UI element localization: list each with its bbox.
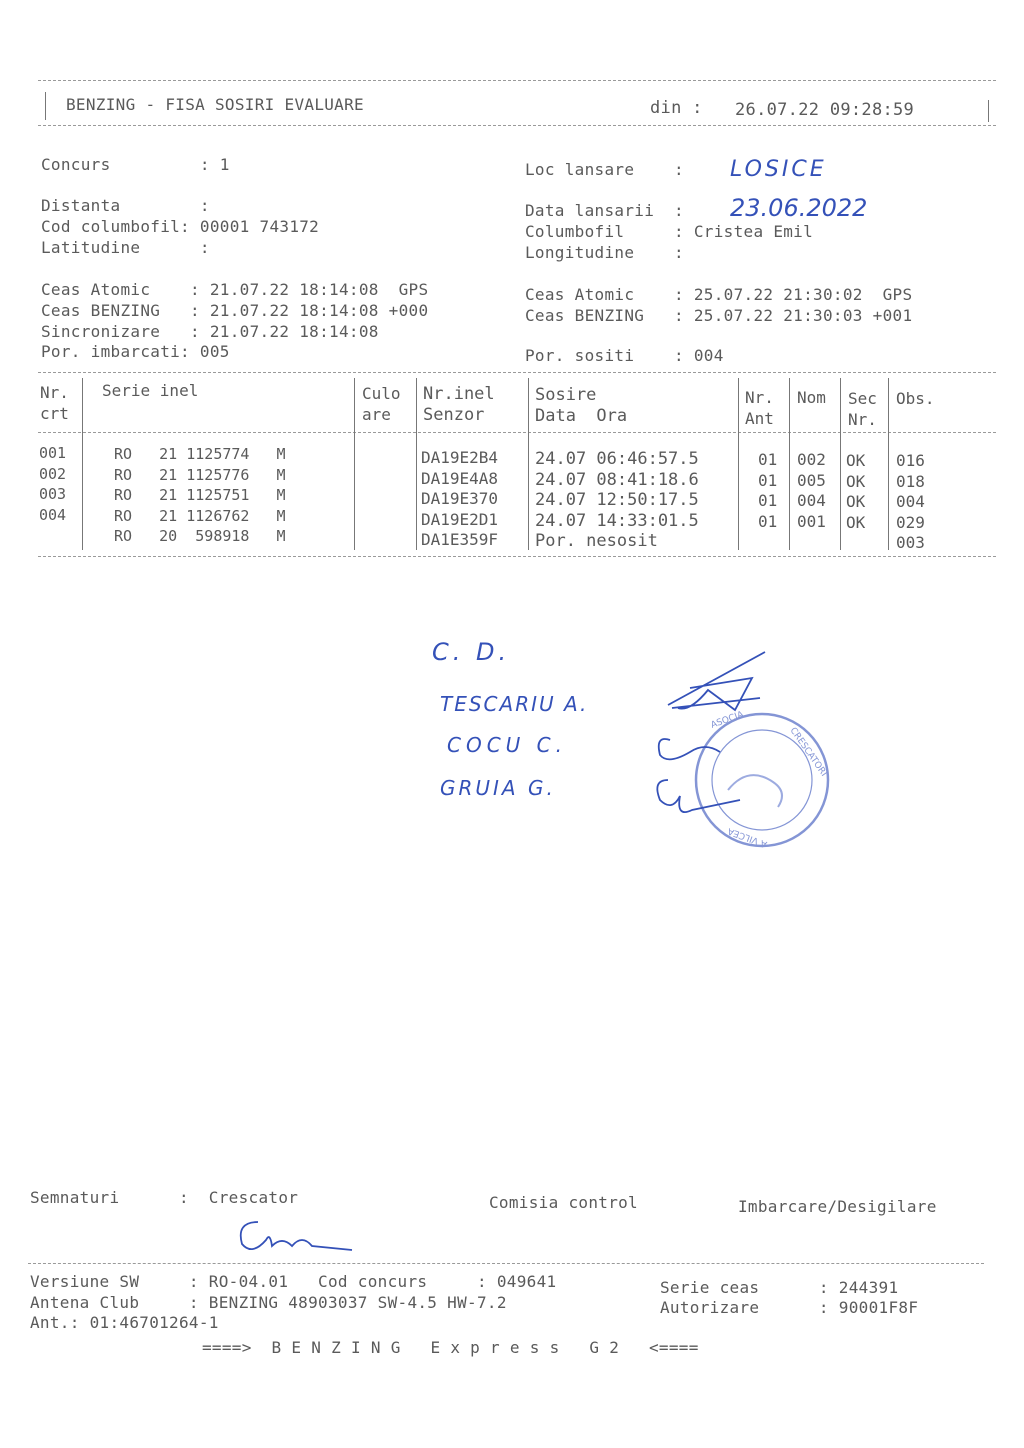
footer-rule [28, 1263, 984, 1264]
svg-text:CRESCATORI: CRESCATORI [787, 725, 829, 779]
por-sositi-field: Por. sositi : 004 [525, 346, 724, 365]
table-bottom-rule [38, 556, 996, 557]
ceas-atomic-start: Ceas Atomic : 21.07.22 18:14:08 GPS [41, 280, 429, 299]
comisia-control-label: Comisia control [489, 1193, 638, 1212]
table-col-sep [840, 378, 841, 550]
report-title: BENZING - FISA SOSIRI EVALUARE [66, 95, 364, 114]
header-left-bar [45, 92, 46, 120]
col-header-sosire: Sosire Data Ora [535, 385, 628, 426]
handwritten-cd: C. D. [432, 638, 511, 666]
antena-club-field: Antena Club : BENZING 48903037 SW-4.5 HW-7.2 [30, 1293, 507, 1312]
header-bottom-rule [38, 125, 996, 126]
concurs-field: Concurs : 1 [41, 155, 230, 174]
data-lansarii-handwritten: 23.06.2022 [730, 194, 868, 222]
serie-ceas-field: Serie ceas : 244391 [660, 1278, 899, 1297]
col-header-obs: Obs. [896, 389, 935, 408]
table-col-sep [82, 378, 83, 550]
imbarcare-label: Imbarcare/Desigilare [738, 1197, 937, 1216]
col-sosire-values: 24.07 06:46:57.5 24.07 08:41:18.6 24.07 12:50:17.5 24.07 14:33:01.5 Por. nesosit [535, 449, 699, 551]
longitudine-field: Longitudine : [525, 243, 684, 262]
col-nr-values: 001 002 003 004 [39, 444, 67, 524]
latitudine-field: Latitudine : [41, 238, 210, 257]
handwritten-name-2: COCU C. [447, 733, 567, 757]
ceas-benzing-end: Ceas BENZING : 25.07.22 21:30:03 +001 [525, 306, 913, 325]
report-date: 26.07.22 09:28:59 [735, 100, 915, 120]
table-col-sep [738, 378, 739, 550]
handwritten-name-3: GRUIA G. [440, 776, 556, 800]
handwritten-name-1: TESCARIU A. [440, 692, 589, 716]
ant-field: Ant.: 01:46701264-1 [30, 1313, 219, 1332]
autorizare-field: Autorizare : 90001F8F [660, 1298, 919, 1317]
ceas-atomic-end: Ceas Atomic : 25.07.22 21:30:02 GPS [525, 285, 913, 304]
table-top-rule [38, 372, 996, 373]
col-ant-values: 01 01 01 01 [758, 450, 778, 531]
table-col-sep [528, 378, 529, 550]
col-sec-values: OK OK OK OK [846, 451, 866, 532]
col-header-nom: Nom [797, 388, 826, 407]
table-col-sep [789, 378, 790, 550]
association-stamp [696, 709, 829, 848]
distanta-field: Distanta : [41, 196, 210, 215]
cod-columbofil-field: Cod columbofil: 00001 743172 [41, 217, 320, 236]
versiune-sw-field: Versiune SW : RO-04.01 Cod concurs : 049641 [30, 1272, 557, 1291]
data-lansarii-field: Data lansarii : [525, 201, 684, 220]
col-header-ant: Nr. Ant [745, 388, 774, 428]
col-serie-values: RO 21 1125774 M RO 21 1125776 M RO 21 1125751 M RO 21 1126762 M RO 20 598918 M [114, 445, 286, 545]
table-col-sep [888, 378, 889, 550]
col-header-serie: Serie inel [102, 381, 199, 400]
header-top-rule [38, 80, 996, 81]
columbofil-field: Columbofil : Cristea Emil [525, 222, 814, 241]
header-right-bar [988, 100, 989, 122]
col-obs-values: 016 018 004 029 003 [896, 451, 925, 552]
col-header-sec: Sec Nr. [848, 389, 877, 429]
loc-lansare-field: Loc lansare : [525, 160, 684, 179]
col-nom-values: 002 005 004 001 [797, 450, 826, 531]
col-header-culoare: Culo are [362, 384, 401, 424]
svg-text:A VILCEA: A VILCEA [726, 825, 769, 849]
table-col-sep [354, 378, 355, 550]
col-header-nr: Nr. crt [40, 383, 69, 423]
sincronizare-field: Sincronizare : 21.07.22 18:14:08 [41, 322, 379, 341]
loc-lansare-handwritten: LOSICE [730, 157, 827, 182]
report-date-label: din : [650, 98, 703, 118]
col-senzor-values: DA19E2B4 DA19E4A8 DA19E370 DA19E2D1 DA1E359F [421, 448, 499, 549]
table-col-sep [416, 378, 417, 550]
table-header-rule [38, 432, 996, 433]
svg-text:ASOCIA: ASOCIA [709, 709, 746, 731]
semnaturi-label: Semnaturi : Crescator [30, 1188, 299, 1207]
benzing-express-banner: ====> B E N Z I N G E x p r e s s G 2 <==== [202, 1338, 699, 1357]
ceas-benzing-start: Ceas BENZING : 21.07.22 18:14:08 +000 [41, 301, 429, 320]
por-imbarcati-field: Por. imbarcati: 005 [41, 342, 230, 361]
col-header-nrinel: Nr.inel Senzor [423, 384, 495, 425]
